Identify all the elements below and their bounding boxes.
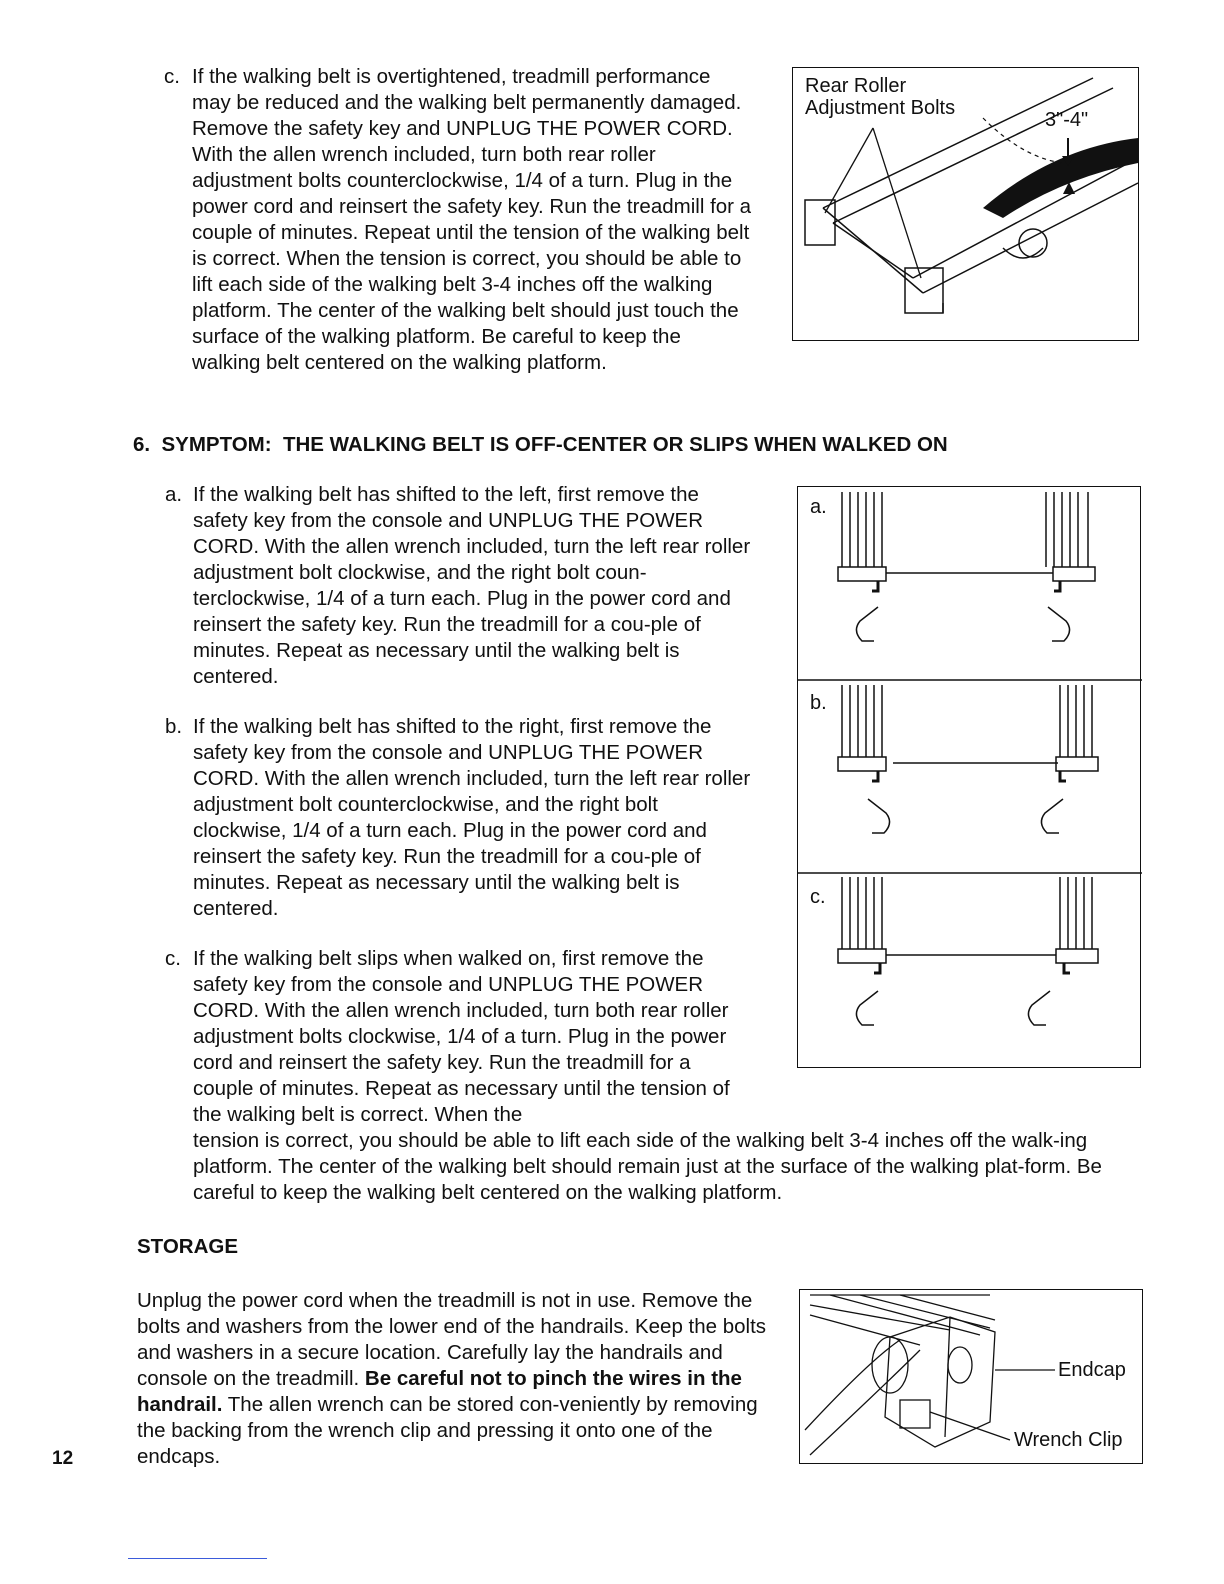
endcap-figure [799, 1289, 1143, 1464]
panel-label-a: a. [810, 496, 827, 518]
step-b-shifted-right [165, 714, 753, 922]
step-text: If the walking belt has shifted to the left, first remove the safety key from the console and UNPLUG THE POWER CORD. With the allen wrench included, turn the left rear roller adjustment bolt clockwise, and the right bolt coun-terclockwise, 1/4 of a turn each. Plug in the power cord and reinsert the safety key. Run the treadmill for a cou-ple of minutes. Repeat as necessary until the walking belt is centered. [193, 483, 751, 688]
adjustment-panels [797, 486, 1141, 1068]
belt-lift-measure: 3"-4" [1045, 109, 1089, 131]
storage-text-2: The allen wrench can be stored con-veniently by removing the backing from the wrench clip and pressing it onto one of the endcaps. [137, 1393, 758, 1468]
page-number: 12 [52, 1448, 74, 1469]
endcap-label: Endcap [1058, 1359, 1126, 1381]
panel-b [838, 685, 1098, 833]
storage-warning: Be careful not to pinch the wires in the handrail. [137, 1367, 742, 1416]
rear-roller-illustration [793, 68, 1140, 342]
step-label: c. [164, 65, 180, 88]
storage-text-1: Unplug the power cord when the treadmill is not in use. Remove the bolts and washers from the lower end of the handrails. Keep the bolts and washers in a secure location. Carefully lay the handrails and console on the treadmill. [137, 1289, 767, 1390]
step-label: a. [165, 483, 183, 506]
storage-heading: STORAGE [137, 1235, 238, 1258]
wrench-clip-label: Wrench Clip [1014, 1429, 1123, 1451]
step-c-slips-continued: tension is correct, you should be able to lift each side of the walking belt 3-4 inches off the walk-ing platform. The center of the walking belt should remain just at the surface of the walking plat-form. Be careful to keep the walking belt centered on the walking platform. [193, 1129, 1102, 1204]
adjustment-panels-illustration [798, 487, 1142, 1069]
rear-roller-label-line1: Rear Roller [805, 75, 907, 97]
step-label: c. [165, 947, 181, 970]
endcap-illustration [800, 1290, 1144, 1465]
panel-c [838, 877, 1098, 1025]
footer-rule [128, 1558, 267, 1559]
symptom-6-heading: 6. SYMPTOM: THE WALKING BELT IS OFF-CENTER OR SLIPS WHEN WALKED ON [133, 433, 948, 456]
step-text-narrow: If the walking belt slips when walked on, first remove the safety key from the console and UNPLUG THE POWER CORD. With the allen wrench included, turn both rear roller adjustment bolts clockwise, 1/4 of a turn. Plug in the power cord and reinsert the safety key. Run the treadmill for a couple of minutes. Repeat as necessary until the tension of the walking belt is correct. When the [193, 947, 730, 1126]
step-label: b. [165, 715, 183, 738]
step-text: If the walking belt has shifted to the right, first remove the safety key from the console and UNPLUG THE POWER CORD. With the allen wrench included, turn the left rear roller adjustment bolt counterclockwise, and the right bolt clockwise, 1/4 of a turn each. Plug in the power cord and reinsert the safety key. Run the treadmill for a cou-ple of minutes. Repeat as necessary until the walking belt is centered. [193, 715, 751, 920]
step-text: If the walking belt is overtightened, treadmill performance may be reduced and the walking belt permanently damaged. Remove the safety key and UNPLUG THE POWER CORD. With the allen wrench included, turn both rear roller adjustment bolts counterclockwise, 1/4 of a turn. Plug in the power cord and reinsert the safety key. Run the treadmill for a couple of minutes. Repeat until the tension of the walking belt is correct. When the tension is correct, you should be able to lift each side of the walking belt 3-4 inches off the walking platform. The center of the walking belt should just touch the surface of the walking platform. Be careful to keep the walking belt centered on the walking platform. [192, 65, 752, 374]
step-a-shifted-left [165, 482, 753, 690]
panel-label-c: c. [810, 886, 826, 908]
panel-label-b: b. [810, 692, 827, 714]
panel-a [838, 492, 1095, 641]
step-c-slips [165, 946, 741, 1128]
storage-paragraph [137, 1288, 769, 1470]
rear-roller-figure [792, 67, 1139, 341]
step-c-overtightened [164, 64, 754, 376]
rear-roller-label-line2: Adjustment Bolts [805, 97, 956, 119]
